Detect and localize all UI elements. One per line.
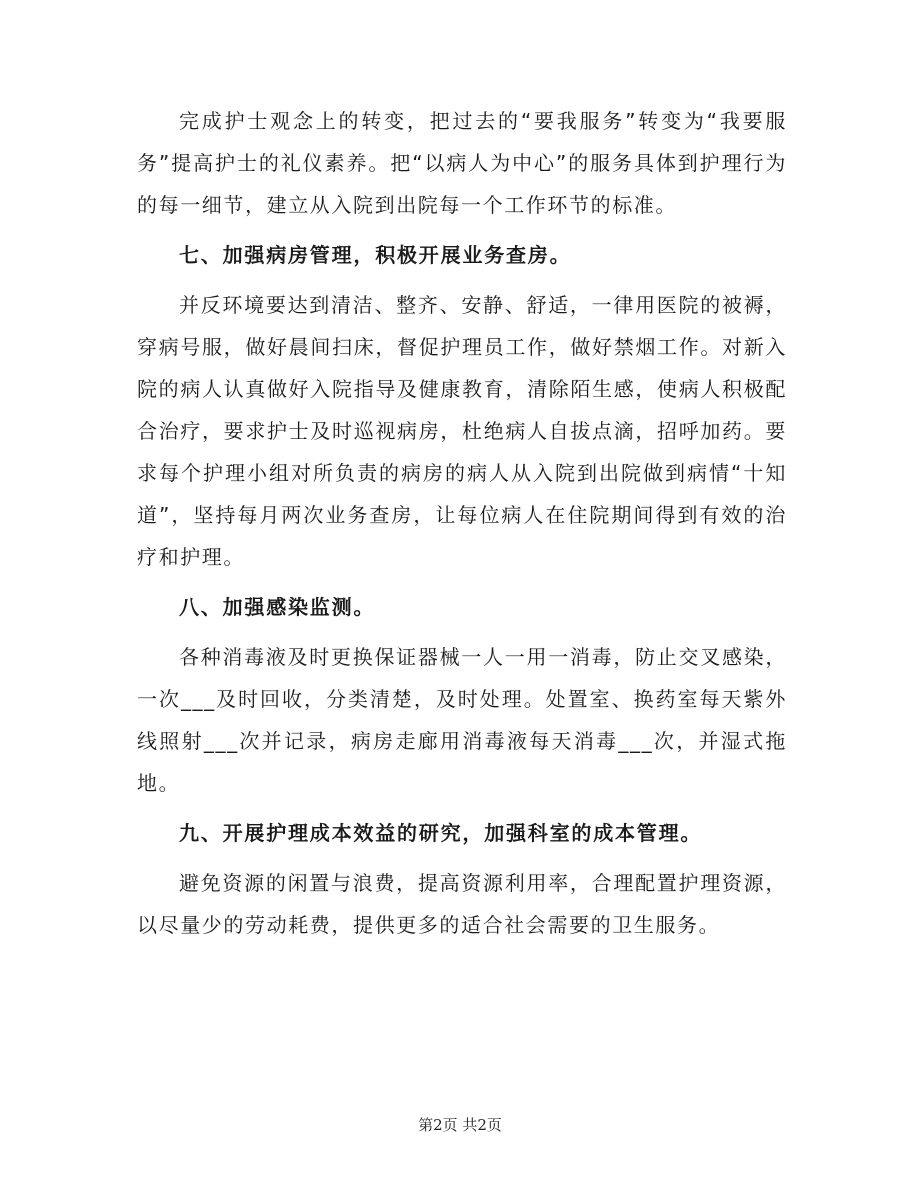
paragraph-1: 完成护士观念上的转变，把过去的“要我服务”转变为“我要服务”提高护士的礼仪素养。把“以病人为中心”的服务具体到护理行为的每一细节，建立从入院到出院每一个工作环节的标准。 bbox=[137, 109, 787, 217]
paragraph-4: 避免资源的闲置与浪费，提高资源利用率，合理配置护理资源，以尽量少的劳动耗费，提供更多的适合社会需要的卫生服务。 bbox=[137, 871, 787, 937]
page-number-footer: 第2页 共2页 bbox=[418, 1116, 502, 1134]
paragraph-2: 并反环境要达到清洁、整齐、安静、舒适，一律用医院的被褥，穿病号服，做好晨间扫床，督促护理员工作，做好禁烟工作。对新入院的病人认真做好入院指导及健康教育，清除陌生感，使病人积极配合治疗，要求护士及时巡视病房，杜绝病人自拔点滴，招呼加药。要求每个护理小组对所负责的病房的病人从入院到出院做到病情“十知道”，坚持每月两次业务查房，让每位病人在住院期间得到有效的治疗和护理。 bbox=[137, 293, 787, 569]
section-heading-7: 七、加强病房管理，积极开展业务查房。 bbox=[179, 243, 572, 267]
document-body bbox=[137, 100, 787, 954]
paragraph-3: 各种消毒液及时更换保证器械一人一用一消毒，防止交叉感染，一次___及时回收，分类清楚，及时处理。处置室、换药室每天紫外线照射___次并记录，病房走廊用消毒液每天消毒___次，并湿式拖地。 bbox=[137, 645, 787, 795]
section-heading-8: 八、加强感染监测。 bbox=[179, 595, 376, 619]
section-heading-9: 九、开展护理成本效益的研究，加强科室的成本管理。 bbox=[179, 821, 703, 845]
